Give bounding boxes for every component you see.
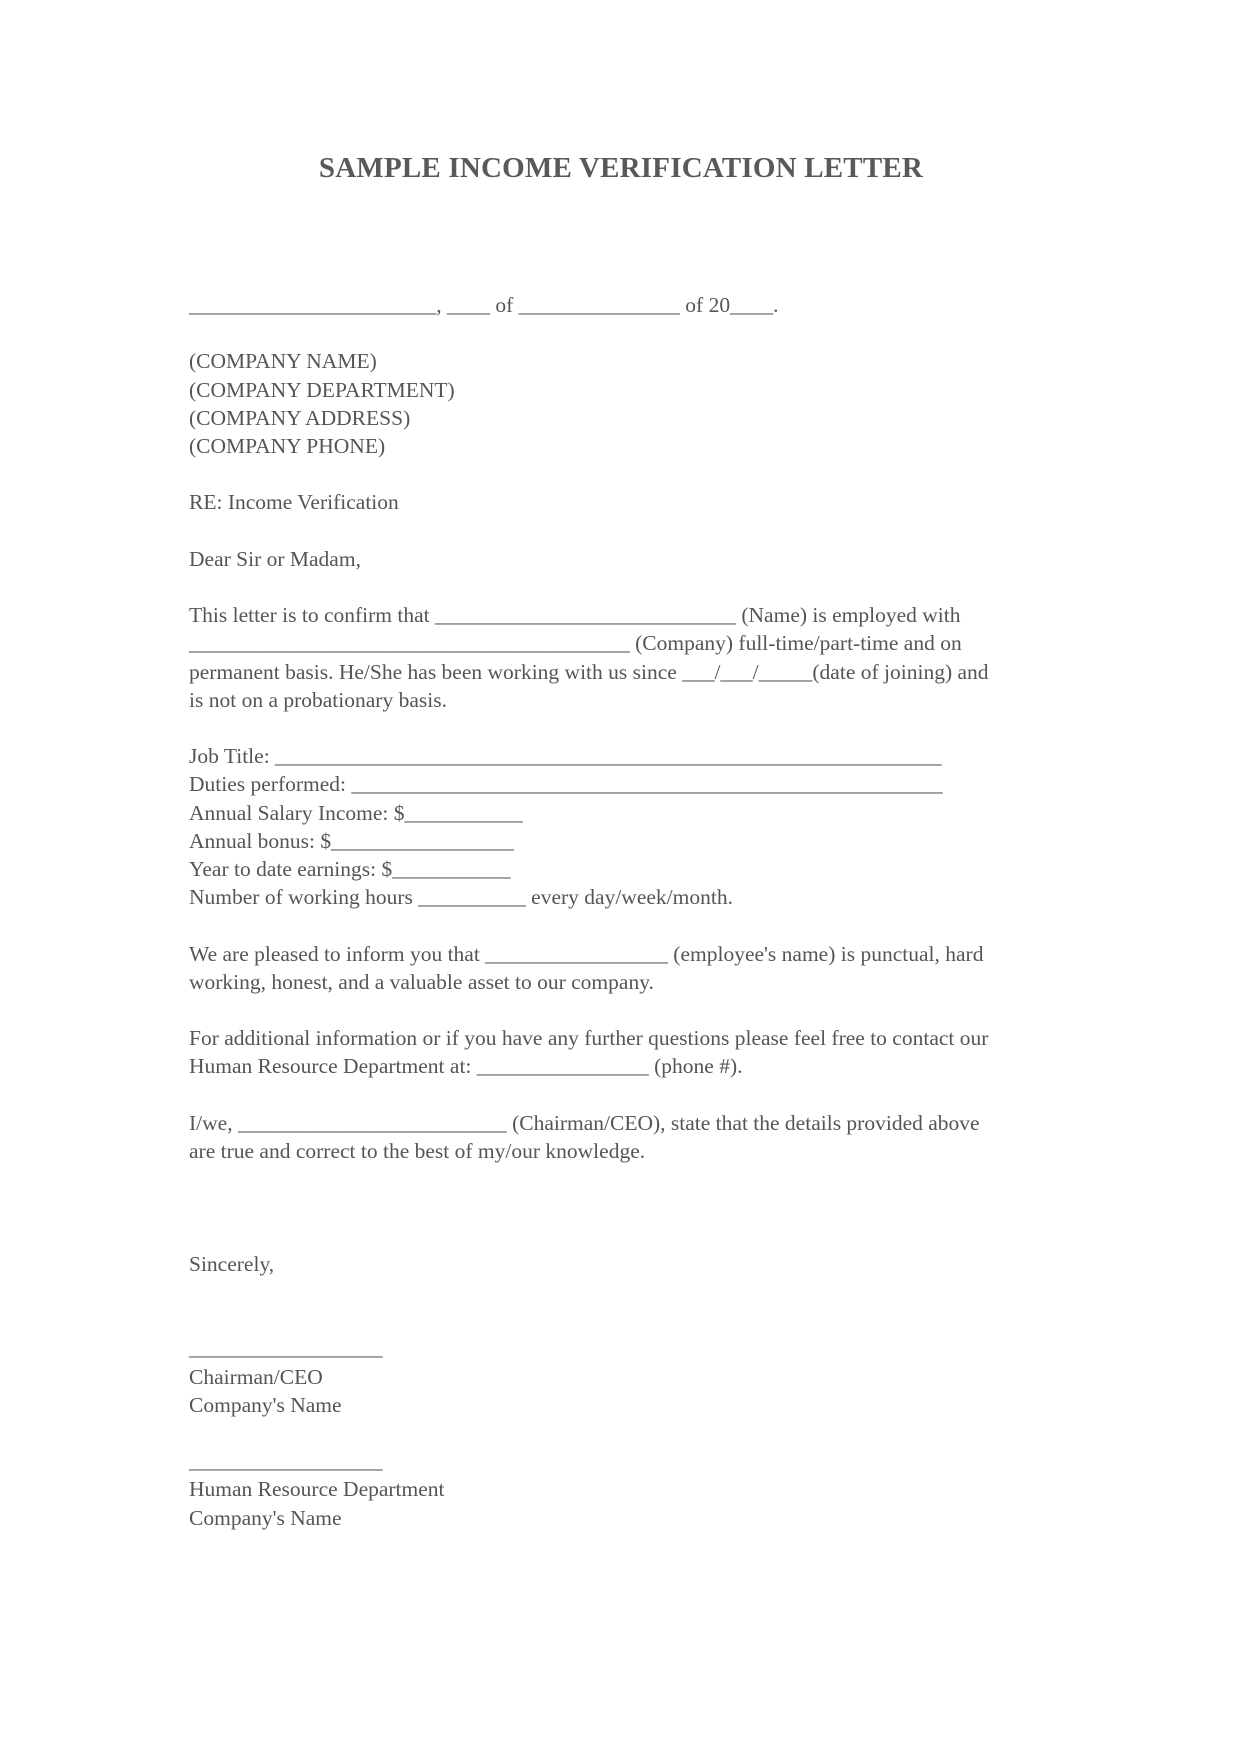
pleased-line: working, honest, and a valuable asset to our company. [189, 969, 654, 994]
company-address: (COMPANY ADDRESS) [189, 405, 411, 430]
signature-line: __________________ [189, 1336, 383, 1361]
letter-body [189, 291, 1069, 1532]
signature-block-hr [189, 1447, 1069, 1532]
details-fields [189, 742, 1069, 911]
working-hours-field: Number of working hours __________ every day/week/month. [189, 885, 733, 910]
company-department: (COMPANY DEPARTMENT) [189, 377, 455, 402]
company-phone: (COMPANY PHONE) [189, 434, 386, 458]
signature-title: Chairman/CEO [189, 1364, 323, 1389]
statement-paragraph [189, 1109, 1069, 1165]
signature-company: Company's Name [189, 1392, 342, 1417]
confirm-line: This letter is to confirm that ____________________________ (Name) is employed with [189, 603, 961, 628]
confirm-line: _________________________________________ (Company) full-time/part-time and on [189, 631, 962, 656]
contact-line: For additional information or if you have any further questions please feel free to contact our [189, 1026, 989, 1051]
signature-company: Company's Name [189, 1505, 342, 1530]
pleased-line: We are pleased to inform you that _________________ (employee's name) is punctual, hard [189, 941, 984, 966]
statement-line: are true and correct to the best of my/our knowledge. [189, 1138, 646, 1163]
duties-field: Duties performed: _______________________________________________________ [189, 772, 943, 797]
confirm-line: is not on a probationary basis. [189, 687, 447, 712]
annual-salary-field: Annual Salary Income: $___________ [189, 800, 523, 825]
signature-title: Human Resource Department [189, 1477, 445, 1502]
contact-line: Human Resource Department at: ________________ (phone #). [189, 1054, 743, 1079]
company-block [189, 347, 1069, 460]
confirm-paragraph [189, 601, 1069, 714]
annual-bonus-field: Annual bonus: $_________________ [189, 828, 514, 853]
statement-line: I/we, _________________________ (Chairman/CEO), state that the details provided above [189, 1110, 980, 1135]
pleased-paragraph [189, 940, 1069, 996]
re-line: RE: Income Verification [189, 490, 399, 515]
signature-line: __________________ [189, 1449, 383, 1474]
page-title: SAMPLE INCOME VERIFICATION LETTER [318, 152, 924, 184]
closing: Sincerely, [189, 1251, 275, 1276]
contact-paragraph [189, 1024, 1069, 1080]
signature-block-ceo [189, 1334, 1069, 1419]
confirm-line: permanent basis. He/She has been working with us since ___/___/_____(date of joining) and [189, 659, 989, 684]
date-line: _______________________, ____ of _______________ of 20____. [189, 293, 779, 317]
salutation: Dear Sir or Madam, [189, 546, 361, 571]
company-name: (COMPANY NAME) [189, 349, 377, 374]
ytd-earnings-field: Year to date earnings: $___________ [189, 856, 511, 881]
job-title-field: Job Title: ______________________________________________________________ [189, 744, 942, 769]
